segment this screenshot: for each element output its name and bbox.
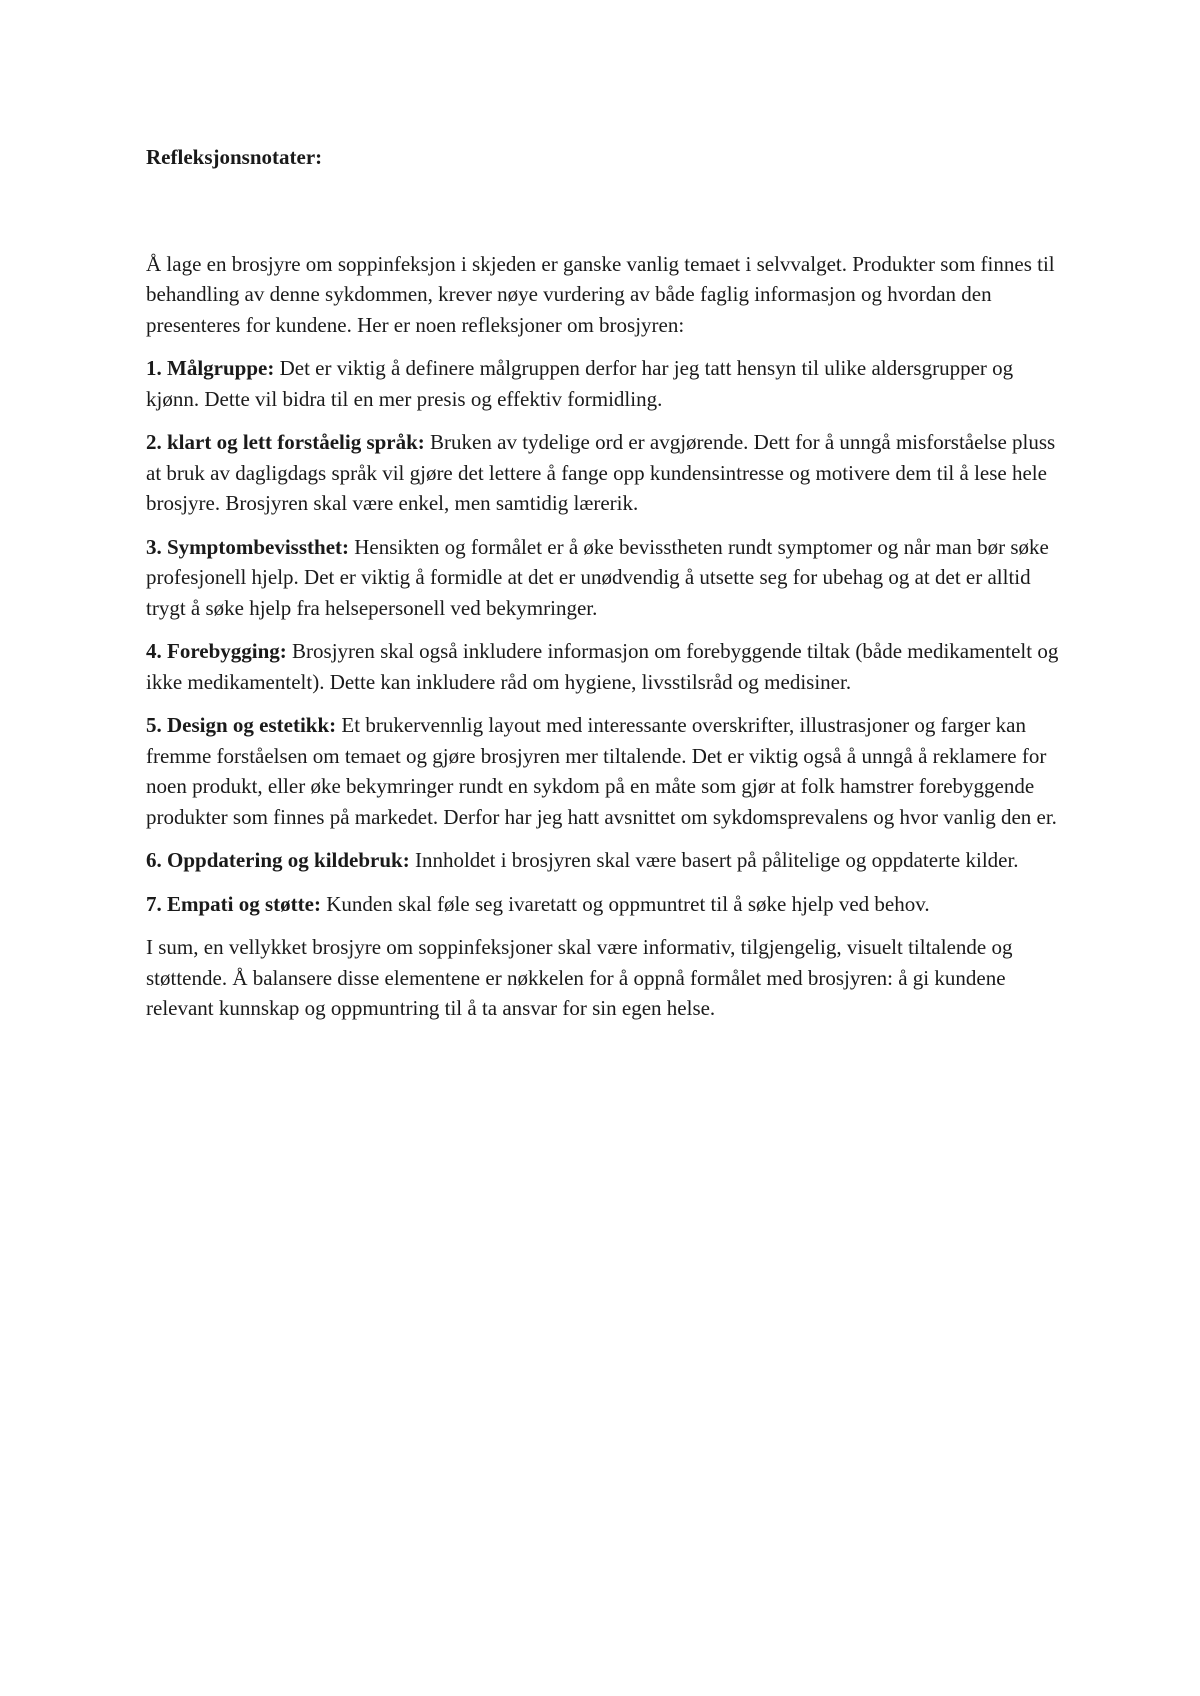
item-text: Hensikten og formålet er å øke bevisstheten rundt symptomer og når man bør søke profesjonell hjelp. Det er viktig å formidle at det er unødvendig å utsette seg for ubehag og at det er alltid trygt å søke hjelp fra helsepersonell ved bekymringer. (146, 534, 1049, 620)
item-heading: 1. Målgruppe: (146, 356, 275, 380)
item-heading: 2. klart og lett forståelig språk: (146, 430, 425, 454)
item-malgruppe (146, 353, 1066, 414)
item-text: Det er viktig å definere målgruppen derfor har jeg tatt hensyn til ulike aldersgrupper og kjønn. Dette vil bidra til en mer presis og effektiv formidling. (146, 356, 1014, 411)
item-design (146, 710, 1066, 832)
document-page (146, 142, 1066, 1024)
summary-paragraph: I sum, en vellykket brosjyre om soppinfeksjoner skal være informativ, tilgjengelig, visuelt tiltalende og støttende. Å balansere disse elementene er nøkkelen for å oppnå formålet med brosjyren: å gi kundene relevant kunnskap og oppmuntring til å ta ansvar for sin egen helse. (146, 935, 1013, 1020)
item-forebygging (146, 636, 1066, 697)
item-heading: 4. Forebygging: (146, 639, 287, 663)
document-title: Refleksjonsnotater: (146, 145, 323, 169)
item-empati (146, 889, 1066, 920)
item-heading: 3. Symptombevissthet: (146, 534, 349, 559)
item-sprak (146, 427, 1066, 519)
item-heading: 6. Oppdatering og kildebruk: (146, 848, 410, 872)
item-heading: 7. Empati og støtte: (146, 891, 321, 916)
item-text: Kunden skal føle seg ivaretatt og oppmuntret til å søke hjelp ved behov. (320, 891, 930, 916)
item-text: Et brukervennlig layout med interessante overskrifter, illustrasjoner og farger kan fremme forståelsen om temaet og gjøre brosjyren mer tiltalende. Det er viktig også å unngå å reklamere for noen produkt, eller øke bekymringer rundt en sykdom på en måte som gjør at folk hamstrer forebyggende produkter som finnes på markedet. Derfor har jeg hatt avsnittet om sykdomsprevalens og hvor vanlig den er. (146, 713, 1057, 829)
item-symptombevissthet (146, 532, 1066, 624)
item-oppdatering (146, 845, 1066, 876)
intro-paragraph: Å lage en brosjyre om soppinfeksjon i skjeden er ganske vanlig temaet i selvvalget. Produkter som finnes til behandling av denne sykdommen, krever nøye vurdering av både faglig informasjon og hvordan den presenteres for kundene. Her er noen refleksjoner om brosjyren: (146, 251, 1055, 337)
item-text: Bruken av tydelige ord er avgjørende. Dett for å unngå misforståelse pluss at bruk av dagligdags språk vil gjøre det lettere å fange opp kundensintresse og motivere dem til å lese hele brosjyre. Brosjyren skal være enkel, men samtidig lærerik. (146, 430, 1056, 515)
item-text: Innholdet i brosjyren skal være basert på pålitelige og oppdaterte kilder. (409, 848, 1019, 872)
item-heading: 5. Design og estetikk: (146, 713, 337, 737)
item-text: Brosjyren skal også inkludere informasjon om forebyggende tiltak (både medikamentelt og ikke medikamentelt). Dette kan inkludere råd om hygiene, livsstilsråd og medisiner. (146, 639, 1059, 694)
